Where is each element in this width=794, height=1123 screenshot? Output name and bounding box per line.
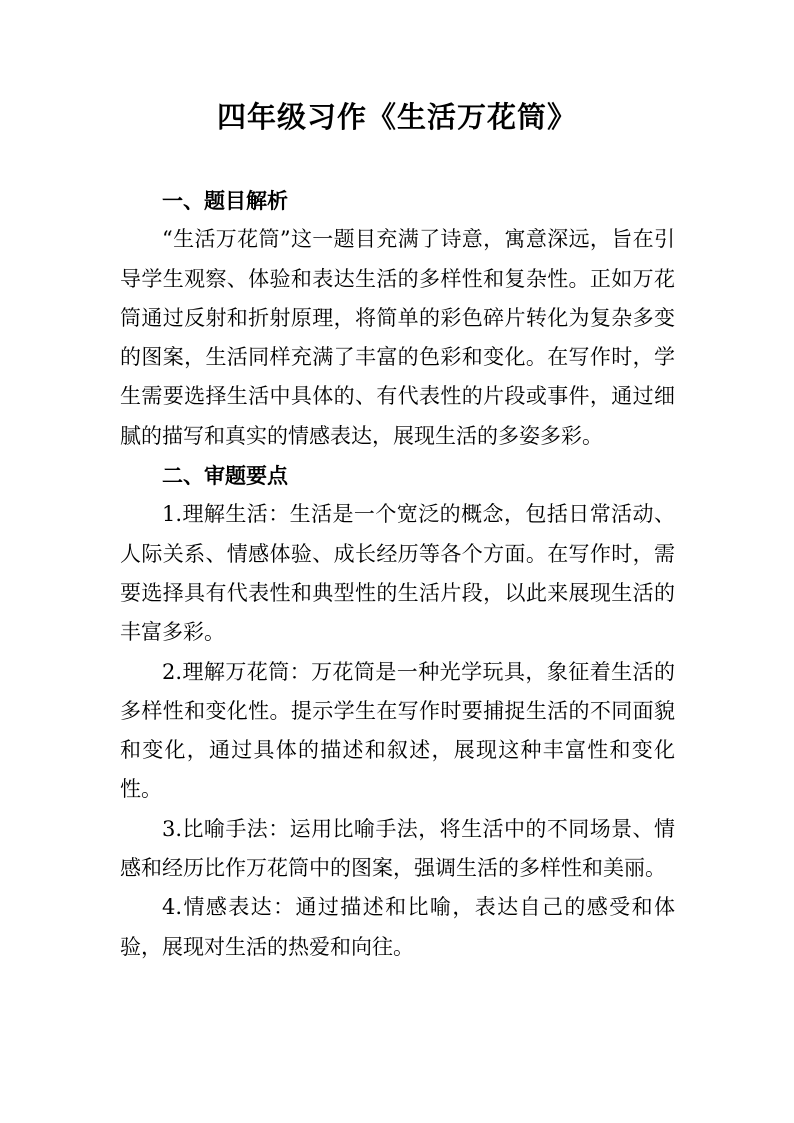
paragraph-point-2: 2.理解万花筒：万花筒是一种光学玩具，象征着生活的多样性和变化性。提示学生在写作时要捕捉生活的不同面貌和变化，通过具体的描述和叙述，展现这种丰富性和变化性。 <box>120 659 675 802</box>
document-body <box>120 181 675 967</box>
paragraph-point-4: 4.情感表达：通过描述和比喻，表达自己的感受和体验，展现对生活的热爱和向往。 <box>120 895 675 959</box>
section-heading-analysis: 一、题目解析 <box>162 188 288 213</box>
paragraph-analysis: “生活万花筒”这一题目充满了诗意，寓意深远，旨在引导学生观察、体验和表达生活的多样性和复杂性。正如万花筒通过反射和折射原理，将简单的彩色碎片转化为复杂多变的图案，生活同样充满了丰富的色彩和变化。在写作时，学生需要选择生活中具体的、有代表性的片段或事件，通过细腻的描写和真实的情感表达，展现生活的多姿多彩。 <box>120 227 675 448</box>
paragraph-point-1: 1.理解生活：生活是一个宽泛的概念，包括日常活动、人际关系、情感体验、成长经历等各个方面。在写作时，需要选择具有代表性和典型性的生活片段，以此来展现生活的丰富多彩。 <box>120 502 675 645</box>
paragraph-point-3: 3.比喻手法：运用比喻手法，将生活中的不同场景、情感和经历比作万花筒中的图案，强调生活的多样性和美丽。 <box>120 816 675 881</box>
page-title: 四年级习作《生活万花筒》 <box>216 100 577 134</box>
section-heading-key-points: 二、审题要点 <box>162 463 288 489</box>
